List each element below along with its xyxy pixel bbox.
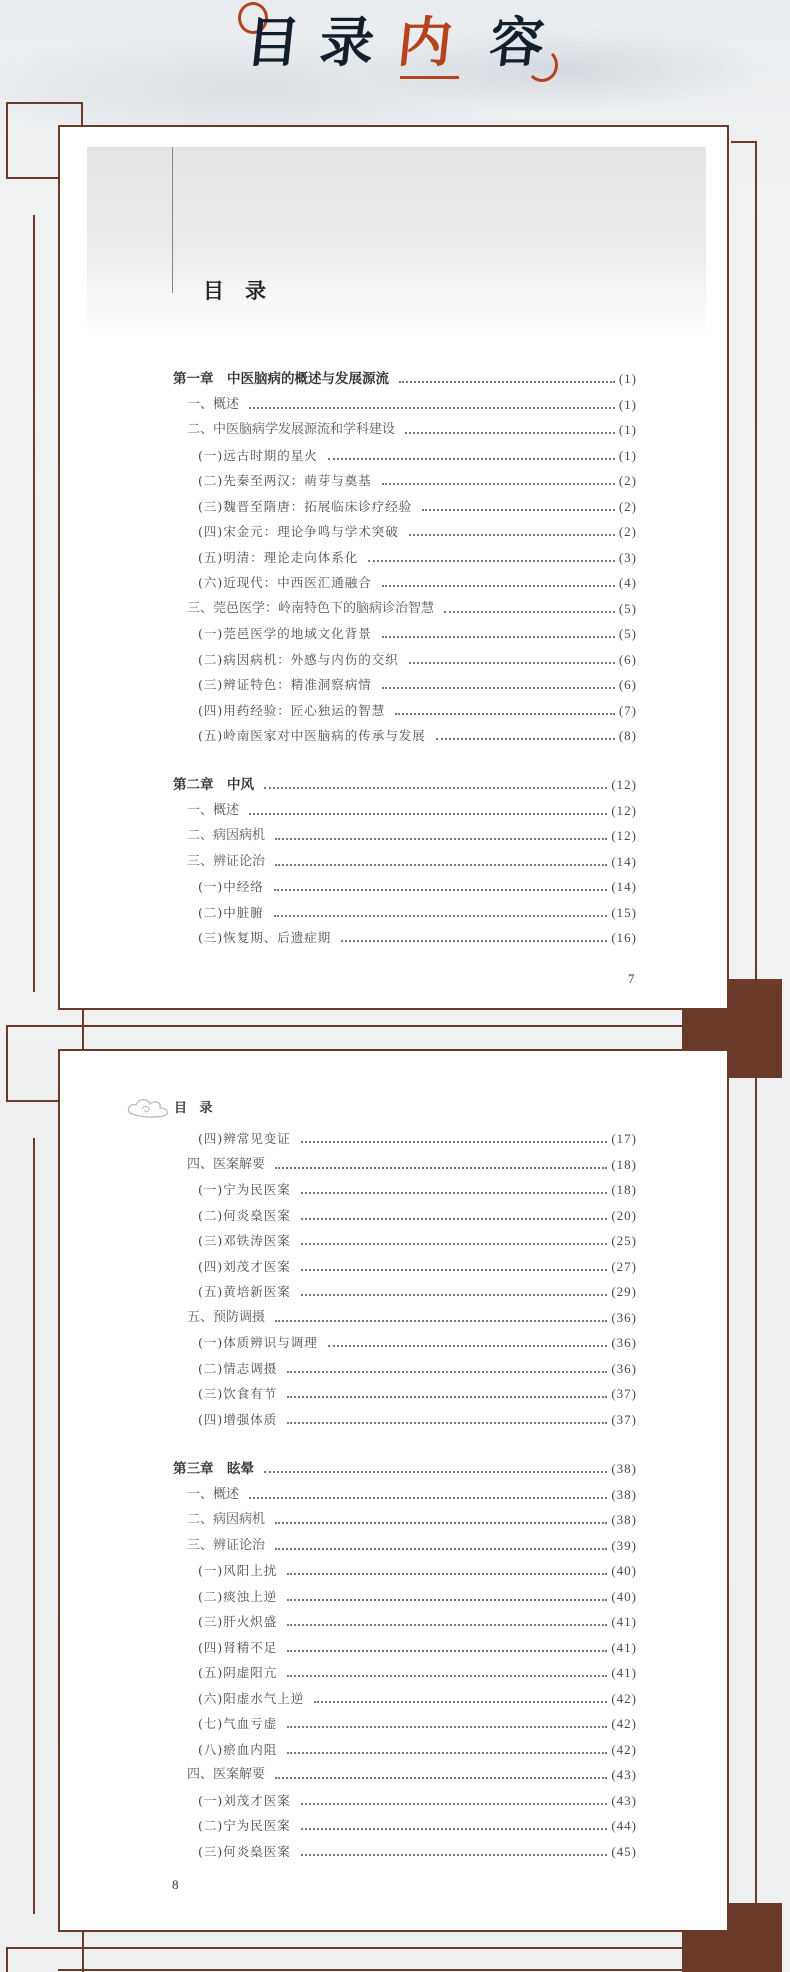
toc-subsection-entry[interactable]: [173, 1690, 637, 1708]
entry-page: (42): [611, 1716, 637, 1731]
toc-subsection-entry[interactable]: [173, 1792, 637, 1810]
toc-chapter-entry[interactable]: [173, 1460, 637, 1478]
dot-leader: [287, 1650, 607, 1652]
entry-title: (七)气血亏虚: [198, 1716, 278, 1731]
entry-title: (一)中经络: [198, 879, 264, 894]
dot-leader: [287, 1599, 607, 1601]
page-number: 8: [172, 1877, 179, 1892]
entry-page: (1): [618, 371, 637, 386]
entry-title: (二)中脏腑: [198, 904, 264, 920]
toc-subsection-entry[interactable]: [173, 1664, 637, 1682]
toc-subsection-entry[interactable]: [173, 574, 637, 592]
toc-subsection-entry[interactable]: [173, 549, 637, 567]
entry-page: (40): [611, 1563, 637, 1578]
entry-title: 四、医案解要: [187, 1767, 266, 1782]
dot-leader: [341, 940, 607, 942]
entry-page: (42): [611, 1690, 637, 1706]
entry-title: (三)肝火炽盛: [198, 1614, 278, 1629]
toc-subsection-entry[interactable]: [173, 1130, 637, 1148]
entry-page: (18): [611, 1182, 637, 1197]
toc-subsection-entry[interactable]: [173, 1207, 637, 1225]
banner-char-accent: 内: [394, 10, 456, 74]
banner-char: 容: [486, 10, 548, 74]
dot-leader: [275, 1320, 607, 1322]
dot-leader: [405, 432, 615, 434]
toc-section-entry[interactable]: [173, 1511, 637, 1529]
toc-subsection-entry[interactable]: [173, 1334, 637, 1352]
entry-page: (15): [611, 904, 637, 920]
entry-title: (一)风阳上扰: [198, 1563, 278, 1578]
entry-title: (四)增强体质: [198, 1411, 278, 1427]
toc-section-entry[interactable]: [173, 421, 637, 439]
entry-title: (八)瘀血内阻: [198, 1741, 278, 1757]
entry-title: 三、辨证论治: [187, 1537, 266, 1553]
dot-leader: [399, 381, 615, 383]
entry-title: 一、概述: [187, 802, 240, 818]
entry-title: 三、辨证论治: [187, 853, 266, 869]
entry-page: (36): [611, 1335, 637, 1350]
entry-title: (三)魏晋至隋唐：拓展临床诊疗经验: [198, 498, 413, 514]
entry-page: (5): [618, 600, 637, 616]
dot-leader: [275, 1777, 607, 1779]
entry-page: (40): [611, 1588, 637, 1604]
entry-page: (37): [611, 1386, 637, 1401]
entry-title: (二)病因病机：外感与内伤的交织: [198, 651, 399, 667]
toc-subsection-entry[interactable]: [173, 1817, 637, 1835]
entry-title: 二、中医脑病学发展源流和学科建设: [187, 422, 396, 437]
entry-title: (二)何炎燊医案: [198, 1207, 291, 1223]
frame-line: [33, 215, 35, 992]
toc-chapter-entry[interactable]: [173, 370, 637, 388]
dot-leader: [275, 838, 607, 840]
dot-leader: [382, 636, 615, 638]
dot-leader: [328, 458, 615, 460]
entry-title: (二)先秦至两汉：萌芽与奠基: [198, 473, 372, 488]
dot-leader: [287, 1675, 607, 1677]
entry-title: (三)邓铁涛医案: [198, 1233, 291, 1248]
dot-leader: [368, 560, 615, 562]
dot-leader: [287, 1396, 607, 1398]
frame-line: [731, 141, 757, 143]
toc-section-entry[interactable]: [173, 600, 637, 618]
toc-subsection-entry[interactable]: [173, 904, 637, 922]
entry-page: (41): [611, 1614, 637, 1629]
entry-page: (27): [611, 1258, 637, 1274]
toc-subsection-entry[interactable]: [173, 472, 637, 490]
toc-subsection-entry[interactable]: [173, 702, 637, 720]
dot-leader: [275, 1522, 607, 1524]
dot-leader: [328, 1345, 608, 1347]
toc-subsection-entry[interactable]: [173, 727, 637, 745]
dot-leader: [301, 1269, 608, 1271]
toc-subsection-entry[interactable]: [173, 1613, 637, 1631]
entry-page: (7): [618, 702, 637, 718]
entry-title: (三)饮食有节: [198, 1386, 278, 1401]
dot-leader: [287, 1624, 607, 1626]
entry-page: (38): [611, 1512, 637, 1527]
dot-leader: [274, 889, 608, 891]
dot-leader: [274, 915, 608, 917]
dot-leader: [301, 1243, 608, 1245]
entry-title: (四)肾精不足: [198, 1639, 278, 1655]
toc-section-entry[interactable]: [173, 853, 637, 871]
toc-section-entry[interactable]: [173, 1156, 637, 1174]
dot-leader: [422, 509, 615, 511]
entry-title: (三)辨证特色：精准洞察病情: [198, 677, 372, 692]
entry-title: 四、医案解要: [187, 1156, 266, 1172]
entry-page: (12): [611, 777, 637, 792]
toc-subsection-entry[interactable]: [173, 1639, 637, 1657]
frame-line: [33, 1138, 35, 1914]
entry-title: 第三章 眩晕: [173, 1461, 254, 1477]
frame-line: [6, 1947, 8, 1972]
dot-leader: [382, 687, 615, 689]
frame-line: [82, 1009, 84, 1049]
toc-subsection-entry[interactable]: [173, 1258, 637, 1276]
entry-title: 第一章 中医脑病的概述与发展源流: [173, 371, 389, 387]
toc-section-entry[interactable]: [173, 827, 637, 845]
entry-page: (1): [618, 396, 637, 412]
frame-line: [6, 1947, 682, 1949]
entry-title: (二)情志调摄: [198, 1360, 278, 1376]
dot-leader: [382, 585, 615, 587]
heading-rule: [172, 147, 173, 293]
entry-page: (38): [611, 1461, 637, 1476]
toc-subsection-entry[interactable]: [173, 1385, 637, 1403]
entry-page: (12): [611, 802, 637, 818]
dot-leader: [275, 864, 607, 866]
entry-page: (6): [618, 677, 637, 692]
toc-section-entry[interactable]: [173, 802, 637, 820]
entry-title: 三、莞邑医学：岭南特色下的脑病诊治智慧: [187, 600, 435, 616]
toc-section-entry[interactable]: [173, 396, 637, 414]
dot-leader: [264, 787, 607, 789]
toc-subsection-entry[interactable]: [173, 498, 637, 516]
toc-subsection-entry[interactable]: [173, 929, 637, 947]
entry-page: (18): [611, 1156, 637, 1172]
toc-subsection-entry[interactable]: [173, 1360, 637, 1378]
entry-title: (三)何炎燊医案: [198, 1843, 291, 1859]
dot-leader: [436, 738, 615, 740]
toc-section-entry[interactable]: [173, 1766, 637, 1784]
entry-title: 一、概述: [187, 1486, 240, 1502]
dot-leader: [275, 1548, 607, 1550]
entry-title: (一)远古时期的星火: [198, 447, 318, 463]
dot-leader: [249, 1497, 607, 1499]
entry-page: (41): [611, 1665, 637, 1680]
entry-title: 第二章 中风: [173, 777, 254, 793]
dot-leader: [382, 483, 615, 485]
entry-page: (29): [611, 1284, 637, 1299]
toc-section-entry[interactable]: [173, 1309, 637, 1327]
toc-subsection-entry[interactable]: [173, 1562, 637, 1580]
page-heading: 目 录: [203, 278, 266, 303]
toc-subsection-entry[interactable]: [173, 1411, 637, 1429]
entry-page: (41): [611, 1639, 637, 1655]
banner-underline: [400, 76, 459, 79]
entry-title: (三)恢复期、后遗症期: [198, 930, 332, 945]
entry-title: (一)莞邑医学的地域文化背景: [198, 626, 372, 641]
entry-title: (二)痰浊上逆: [198, 1588, 278, 1604]
entry-title: (五)黄培新医案: [198, 1284, 291, 1299]
entry-page: (12): [611, 828, 637, 843]
toc-subsection-entry[interactable]: [173, 878, 637, 896]
dot-leader: [287, 1726, 607, 1728]
toc-subsection-entry[interactable]: [173, 1741, 637, 1759]
entry-page: (8): [618, 728, 637, 743]
entry-page: (5): [618, 626, 637, 641]
toc-subsection-entry[interactable]: [173, 1181, 637, 1199]
page-header-texture: [87, 147, 706, 337]
entry-page: (42): [611, 1741, 637, 1757]
toc-section-entry[interactable]: [173, 1486, 637, 1504]
entry-page: (2): [618, 498, 637, 514]
dot-leader: [301, 1218, 608, 1220]
entry-page: (39): [611, 1537, 637, 1553]
toc-subsection-entry[interactable]: [173, 676, 637, 694]
entry-page: (20): [611, 1207, 637, 1223]
frame-line: [6, 1025, 682, 1027]
dot-leader: [301, 1141, 608, 1143]
banner-char: 录: [316, 10, 378, 74]
dot-leader: [249, 813, 607, 815]
dot-leader: [395, 713, 615, 715]
entry-title: (一)宁为民医案: [198, 1182, 291, 1197]
entry-page: (37): [611, 1411, 637, 1427]
entry-page: (14): [611, 879, 637, 894]
dot-leader: [409, 534, 615, 536]
dot-leader: [301, 1192, 608, 1194]
toc-subsection-entry[interactable]: [173, 1843, 637, 1861]
dot-leader: [287, 1752, 607, 1754]
toc-subsection-entry[interactable]: [173, 651, 637, 669]
toc-subsection-entry[interactable]: [173, 447, 637, 465]
entry-page: (43): [611, 1792, 637, 1808]
dot-leader: [249, 407, 615, 409]
entry-page: (36): [611, 1360, 637, 1376]
dot-leader: [314, 1701, 607, 1703]
entry-title: (六)阳虚水气上逆: [198, 1690, 305, 1706]
entry-title: (五)阴虚阳亢: [198, 1665, 278, 1680]
red-ring-ornament: [526, 48, 558, 82]
dot-leader: [287, 1422, 607, 1424]
entry-title: (一)体质辨识与调理: [198, 1335, 318, 1350]
entry-page: (6): [618, 651, 637, 667]
entry-title: 五、预防调摄: [187, 1309, 266, 1325]
entry-page: (17): [611, 1131, 637, 1146]
cloud-icon: [126, 1095, 174, 1119]
entry-page: (1): [618, 447, 637, 463]
dot-leader: [444, 611, 615, 613]
dot-leader: [287, 1573, 607, 1575]
dot-leader: [301, 1828, 608, 1830]
entry-title: (五)明清：理论走向体系化: [198, 549, 359, 565]
entry-title: 二、病因病机: [187, 828, 266, 843]
entry-title: (六)近现代：中西医汇通融合: [198, 575, 372, 590]
dot-leader: [301, 1854, 608, 1856]
entry-page: (3): [618, 549, 637, 565]
banner-char: 目: [242, 10, 304, 74]
entry-title: 一、概述: [187, 396, 240, 412]
toc-subsection-entry[interactable]: [173, 1232, 637, 1250]
toc-subsection-entry[interactable]: [173, 625, 637, 643]
frame-line: [82, 1932, 84, 1972]
dot-leader: [275, 1167, 607, 1169]
entry-title: (一)刘茂才医案: [198, 1792, 291, 1808]
toc-section-entry[interactable]: [173, 1537, 637, 1555]
dot-leader: [301, 1803, 608, 1805]
dot-leader: [409, 662, 615, 664]
page-number: 7: [628, 971, 635, 986]
toc-subsection-entry[interactable]: [173, 1588, 637, 1606]
entry-page: (2): [618, 524, 637, 539]
dot-leader: [264, 1471, 607, 1473]
entry-title: (四)宋金元：理论争鸣与学术突破: [198, 524, 399, 539]
dot-leader: [301, 1294, 608, 1296]
toc-subsection-entry[interactable]: [173, 523, 637, 541]
entry-title: (四)辨常见变证: [198, 1131, 291, 1146]
toc-subsection-entry[interactable]: [173, 1283, 637, 1301]
toc-subsection-entry[interactable]: [173, 1715, 637, 1733]
entry-page: (43): [611, 1767, 637, 1782]
entry-title: (四)刘茂才医案: [198, 1258, 291, 1274]
entry-page: (36): [611, 1309, 637, 1325]
entry-title: (五)岭南医家对中医脑病的传承与发展: [198, 728, 426, 743]
entry-page: (4): [618, 575, 637, 590]
entry-page: (44): [611, 1818, 637, 1833]
frame-corner-box: [6, 1025, 60, 1102]
toc-chapter-entry[interactable]: [173, 776, 637, 794]
entry-title: (四)用药经验：匠心独运的智慧: [198, 702, 386, 718]
entry-page: (2): [618, 473, 637, 488]
entry-page: (14): [611, 853, 637, 869]
entry-title: (二)宁为民医案: [198, 1818, 291, 1833]
entry-page: (1): [618, 422, 637, 437]
entry-page: (38): [611, 1486, 637, 1502]
running-header: 目 录: [174, 1101, 217, 1116]
entry-page: (45): [611, 1843, 637, 1859]
frame-line: [58, 1969, 682, 1971]
dot-leader: [287, 1371, 607, 1373]
entry-page: (16): [611, 930, 637, 945]
entry-page: (25): [611, 1233, 637, 1248]
entry-title: 二、病因病机: [187, 1512, 266, 1527]
